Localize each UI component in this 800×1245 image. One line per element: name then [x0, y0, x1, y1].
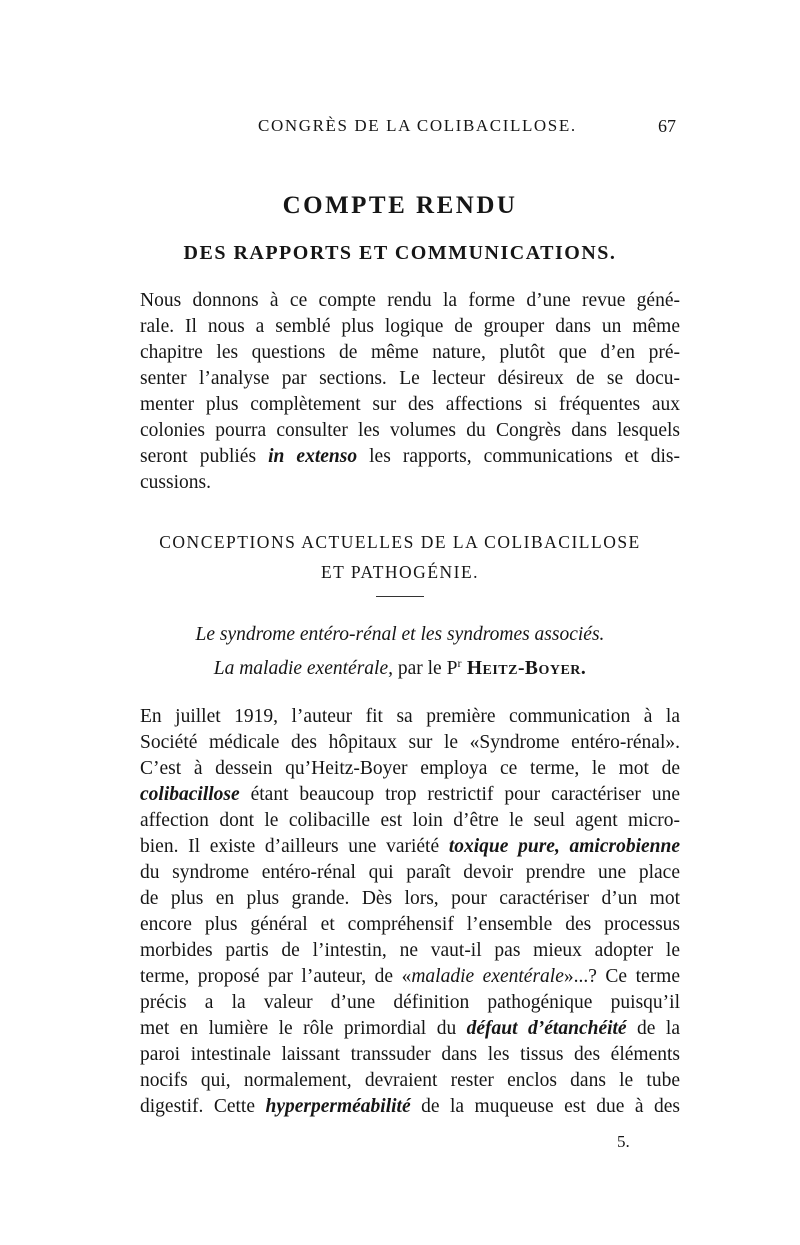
italic-term: in extenso: [268, 446, 358, 467]
text-line: du syndrome entéro-rénal qui paraît devoir prendre une place: [140, 862, 680, 883]
text-line: [140, 444, 680, 470]
text-line: encore plus général et compréhensif l’ensemble des processus: [140, 914, 680, 935]
text-run: bien. Il existe d’ailleurs une variété: [140, 836, 449, 857]
text-line: En juillet 1919, l’auteur fit sa première communication à la: [140, 706, 680, 727]
text-run: terme, proposé par l’auteur, de «: [140, 966, 412, 987]
running-head: [0, 116, 800, 144]
italic-term: maladie exentérale: [411, 966, 564, 987]
section-title-line1: CONCEPTIONS ACTUELLES DE LA COLIBACILLOSE: [159, 532, 641, 552]
text-line: nocifs qui, normalement, devraient rester enclos dans le tube: [140, 1070, 680, 1091]
subsection-title: Le syndrome entéro-rénal et les syndromes associés.: [195, 624, 605, 645]
main-heading: COMPTE RENDU: [282, 192, 518, 219]
text-line: [140, 782, 680, 808]
text-run: met en lumière le rôle primordial du: [140, 1018, 467, 1039]
text-run: de la: [626, 1018, 680, 1039]
section-title-line2: ET PATHOGÉNIE.: [320, 562, 480, 582]
italic-term: hyperperméabilité: [265, 1096, 411, 1117]
text-run: seront publiés: [140, 446, 269, 467]
superscript: r: [457, 656, 462, 670]
byline-text: par le P: [392, 658, 458, 679]
intro-paragraph: [140, 288, 680, 496]
text-run: »...? Ce terme: [563, 966, 680, 987]
text-line: chapitre les questions de même nature, plutôt que d’en pré-: [140, 342, 680, 363]
sub-heading: DES RAPPORTS ET COMMUNICATIONS.: [183, 242, 617, 264]
text-line: Société médicale des hôpitaux sur le «Syndrome entéro-rénal».: [140, 732, 680, 753]
text-line: [140, 1094, 680, 1120]
text-line: paroi intestinale laissant transsuder dans les tissus des éléments: [140, 1044, 680, 1065]
text-line: morbides partis de l’intestin, ne vaut-il pas mieux adopter le: [140, 940, 680, 961]
author-name: Heitz-Boyer.: [461, 658, 587, 679]
text-line: rale. Il nous a semblé plus logique de grouper dans un même: [140, 316, 680, 337]
subsection-byline: [0, 656, 800, 680]
italic-term: défaut d’étanchéité: [466, 1018, 627, 1039]
text-line: précis a la valeur d’une définition pathogénique puisqu’il: [140, 992, 680, 1013]
text-line: Nous donnons à ce compte rendu la forme d’une revue géné-: [140, 290, 680, 311]
text-line: [140, 1016, 680, 1042]
text-run: digestif. Cette: [140, 1096, 266, 1117]
subsection-work-title: La maladie exentérale,: [213, 658, 393, 679]
text-line: de plus en plus grande. Dès lors, pour caractériser d’un mot: [140, 888, 680, 909]
text-line: affection dont le colibacille est loin d’être le seul agent micro-: [140, 810, 680, 831]
text-run: étant beaucoup trop restrictif pour caractériser une: [239, 784, 680, 805]
page-number: 67: [658, 116, 676, 136]
text-run: les rapports, communications et dis-: [357, 446, 680, 467]
body-paragraph: [140, 704, 680, 1120]
text-line: colonies pourra consulter les volumes du Congrès dans lesquels: [140, 420, 680, 441]
text-run: de la muqueuse est due à des: [410, 1096, 680, 1117]
text-line: senter l’analyse par sections. Le lecteur désireux de se docu-: [140, 368, 680, 389]
text-line: C’est à dessein qu’Heitz-Boyer employa ce terme, le mot de: [140, 758, 680, 779]
italic-term: colibacillose: [140, 784, 240, 805]
text-line: [140, 834, 680, 860]
italic-term: toxique pure, amicrobienne: [448, 836, 680, 857]
text-line: cussions.: [140, 472, 211, 493]
signature-mark: 5.: [617, 1132, 630, 1151]
text-line: menter plus complètement sur des affections si fréquentes aux: [140, 394, 680, 415]
text-line: [140, 964, 680, 990]
separator-rule: [376, 596, 424, 597]
running-title: CONGRÈS DE LA COLIBACILLOSE.: [258, 116, 577, 135]
